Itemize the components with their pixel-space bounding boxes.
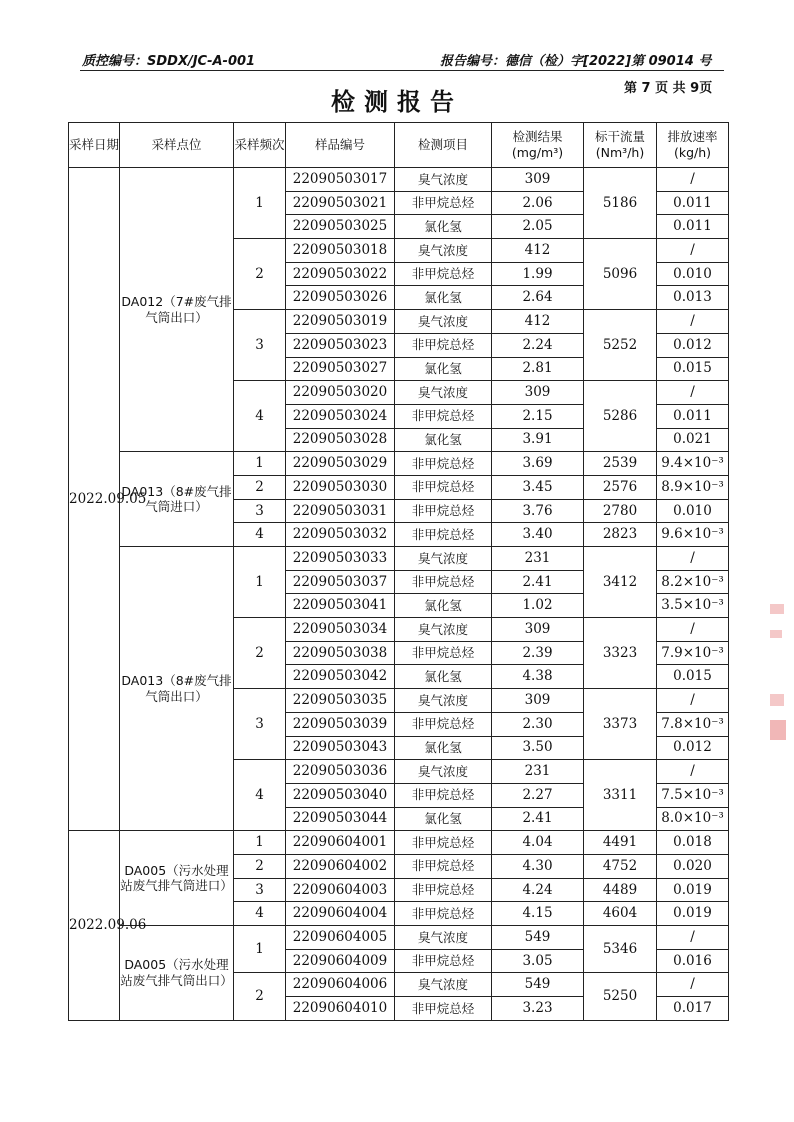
quality-control-number: 质控编号：SDDX/JC-A-001 xyxy=(82,54,256,69)
cell-flow: 4491 xyxy=(584,831,657,855)
cell-emission-rate: 3.5×10⁻³ xyxy=(657,594,729,618)
cell-test-item: 氯化氢 xyxy=(395,736,492,760)
cell-flow: 5252 xyxy=(584,310,657,381)
cell-result: 4.04 xyxy=(492,831,584,855)
cell-test-item: 非甲烷总烃 xyxy=(395,404,492,428)
cell-emission-rate: 0.016 xyxy=(657,949,729,973)
cell-test-item: 非甲烷总烃 xyxy=(395,997,492,1021)
cell-result: 309 xyxy=(492,618,584,642)
cell-emission-rate: 0.019 xyxy=(657,878,729,902)
cell-result: 1.02 xyxy=(492,594,584,618)
cell-flow: 5346 xyxy=(584,926,657,973)
cell-result: 309 xyxy=(492,168,584,192)
cell-test-item: 臭气浓度 xyxy=(395,760,492,784)
cell-flow: 5186 xyxy=(584,168,657,239)
cell-flow: 2780 xyxy=(584,499,657,523)
cell-test-item: 氯化氢 xyxy=(395,428,492,452)
cell-frequency: 2 xyxy=(234,973,286,1020)
cell-sample-id: 22090604003 xyxy=(286,878,395,902)
cell-sample-id: 22090604006 xyxy=(286,973,395,997)
cell-result: 3.45 xyxy=(492,475,584,499)
cell-emission-rate: 0.020 xyxy=(657,854,729,878)
cell-emission-rate: 7.9×10⁻³ xyxy=(657,641,729,665)
cell-test-item: 臭气浓度 xyxy=(395,381,492,405)
cell-flow: 5096 xyxy=(584,239,657,310)
cell-result: 3.40 xyxy=(492,523,584,547)
cell-test-item: 臭气浓度 xyxy=(395,310,492,334)
seal-fragment xyxy=(770,604,784,614)
cell-emission-rate: / xyxy=(657,168,729,192)
cell-emission-rate: 0.013 xyxy=(657,286,729,310)
cell-sample-id: 22090604009 xyxy=(286,949,395,973)
cell-test-item: 非甲烷总烃 xyxy=(395,570,492,594)
cell-frequency: 2 xyxy=(234,239,286,310)
cell-sample-id: 22090503041 xyxy=(286,594,395,618)
cell-test-item: 氯化氢 xyxy=(395,594,492,618)
cell-flow: 2823 xyxy=(584,523,657,547)
cell-flow: 4752 xyxy=(584,854,657,878)
cell-flow: 4604 xyxy=(584,902,657,926)
page-title: 检测报告 xyxy=(331,88,463,116)
cell-sample-id: 22090503035 xyxy=(286,689,395,713)
cell-result: 309 xyxy=(492,689,584,713)
cell-test-item: 氯化氢 xyxy=(395,286,492,310)
cell-result: 309 xyxy=(492,381,584,405)
cell-sample-id: 22090503021 xyxy=(286,191,395,215)
cell-sample-id: 22090503019 xyxy=(286,310,395,334)
cell-flow: 3412 xyxy=(584,547,657,618)
cell-test-item: 非甲烷总烃 xyxy=(395,831,492,855)
cell-result: 2.64 xyxy=(492,286,584,310)
cell-frequency: 1 xyxy=(234,547,286,618)
cell-frequency: 3 xyxy=(234,689,286,760)
cell-result: 2.15 xyxy=(492,404,584,428)
cell-sample-id: 22090604004 xyxy=(286,902,395,926)
cell-sample-id: 22090503022 xyxy=(286,262,395,286)
cell-result: 1.99 xyxy=(492,262,584,286)
cell-frequency: 1 xyxy=(234,452,286,476)
cell-test-item: 非甲烷总烃 xyxy=(395,499,492,523)
cell-result: 549 xyxy=(492,973,584,997)
cell-result: 4.38 xyxy=(492,665,584,689)
cell-test-item: 非甲烷总烃 xyxy=(395,333,492,357)
cell-emission-rate: 9.6×10⁻³ xyxy=(657,523,729,547)
seal-fragment xyxy=(770,630,782,638)
cell-sampling-point: DA005（污水处理站废气排气筒进口） xyxy=(120,831,234,926)
col-header-sample-id: 样品编号 xyxy=(286,123,395,168)
cell-result: 2.24 xyxy=(492,333,584,357)
cell-result: 2.41 xyxy=(492,807,584,831)
cell-emission-rate: 0.010 xyxy=(657,499,729,523)
cell-test-item: 非甲烷总烃 xyxy=(395,641,492,665)
table-row xyxy=(69,831,729,855)
cell-result: 2.27 xyxy=(492,783,584,807)
col-header-frequency: 采样频次 xyxy=(234,123,286,168)
cell-test-item: 臭气浓度 xyxy=(395,239,492,263)
table-row xyxy=(69,168,729,192)
cell-test-item: 非甲烷总烃 xyxy=(395,712,492,736)
cell-test-item: 非甲烷总烃 xyxy=(395,783,492,807)
seal-fragment xyxy=(770,694,784,706)
cell-sample-id: 22090503043 xyxy=(286,736,395,760)
table-row xyxy=(69,547,729,571)
col-header-result: 检测结果(mg/m³) xyxy=(492,123,584,168)
cell-sampling-point: DA005（污水处理站废气排气筒出口） xyxy=(120,926,234,1021)
cell-flow: 3323 xyxy=(584,618,657,689)
cell-test-item: 非甲烷总烃 xyxy=(395,452,492,476)
cell-emission-rate: 7.8×10⁻³ xyxy=(657,712,729,736)
cell-test-item: 非甲烷总烃 xyxy=(395,475,492,499)
cell-emission-rate: 0.011 xyxy=(657,215,729,239)
cell-result: 4.15 xyxy=(492,902,584,926)
cell-sample-id: 22090503033 xyxy=(286,547,395,571)
cell-sample-id: 22090604005 xyxy=(286,926,395,950)
cell-sample-id: 22090604001 xyxy=(286,831,395,855)
cell-result: 4.30 xyxy=(492,854,584,878)
cell-frequency: 4 xyxy=(234,760,286,831)
cell-emission-rate: 0.011 xyxy=(657,191,729,215)
cell-sample-id: 22090503026 xyxy=(286,286,395,310)
cell-sample-id: 22090503034 xyxy=(286,618,395,642)
cell-test-item: 氯化氢 xyxy=(395,215,492,239)
cell-result: 2.30 xyxy=(492,712,584,736)
col-header-point: 采样点位 xyxy=(120,123,234,168)
col-header-date: 采样日期 xyxy=(69,123,120,168)
cell-sample-id: 22090604010 xyxy=(286,997,395,1021)
cell-flow: 3311 xyxy=(584,760,657,831)
cell-test-item: 臭气浓度 xyxy=(395,973,492,997)
cell-result: 3.50 xyxy=(492,736,584,760)
table-header-row xyxy=(69,123,729,168)
cell-frequency: 3 xyxy=(234,499,286,523)
page-number: 第 7 页 共 9页 xyxy=(624,81,713,96)
header-rule xyxy=(80,70,724,71)
cell-emission-rate: / xyxy=(657,618,729,642)
cell-test-item: 非甲烷总烃 xyxy=(395,878,492,902)
cell-sample-id: 22090503024 xyxy=(286,404,395,428)
cell-sample-id: 22090503020 xyxy=(286,381,395,405)
cell-test-item: 氯化氢 xyxy=(395,807,492,831)
cell-result: 2.41 xyxy=(492,570,584,594)
cell-frequency: 2 xyxy=(234,854,286,878)
cell-sampling-point: DA012（7#废气排气筒出口） xyxy=(120,168,234,452)
cell-emission-rate: / xyxy=(657,926,729,950)
cell-sampling-date: 2022.09.06 xyxy=(69,831,120,1021)
cell-frequency: 4 xyxy=(234,902,286,926)
cell-sample-id: 22090503037 xyxy=(286,570,395,594)
cell-sample-id: 22090503044 xyxy=(286,807,395,831)
seal-fragment xyxy=(770,720,786,740)
cell-result: 2.81 xyxy=(492,357,584,381)
cell-flow: 2539 xyxy=(584,452,657,476)
cell-frequency: 2 xyxy=(234,475,286,499)
cell-sample-id: 22090503039 xyxy=(286,712,395,736)
cell-result: 3.05 xyxy=(492,949,584,973)
cell-result: 4.24 xyxy=(492,878,584,902)
cell-sample-id: 22090503036 xyxy=(286,760,395,784)
cell-flow: 2576 xyxy=(584,475,657,499)
cell-sample-id: 22090503040 xyxy=(286,783,395,807)
cell-sample-id: 22090503030 xyxy=(286,475,395,499)
cell-test-item: 非甲烷总烃 xyxy=(395,191,492,215)
cell-test-item: 臭气浓度 xyxy=(395,618,492,642)
cell-result: 412 xyxy=(492,310,584,334)
cell-emission-rate: 0.015 xyxy=(657,357,729,381)
cell-result: 549 xyxy=(492,926,584,950)
cell-flow: 5286 xyxy=(584,381,657,452)
cell-test-item: 非甲烷总烃 xyxy=(395,523,492,547)
cell-sample-id: 22090503042 xyxy=(286,665,395,689)
cell-frequency: 1 xyxy=(234,168,286,239)
cell-result: 3.91 xyxy=(492,428,584,452)
cell-sampling-point: DA013（8#废气排气筒出口） xyxy=(120,547,234,831)
cell-sample-id: 22090503017 xyxy=(286,168,395,192)
cell-test-item: 非甲烷总烃 xyxy=(395,949,492,973)
cell-emission-rate: / xyxy=(657,381,729,405)
cell-emission-rate: / xyxy=(657,239,729,263)
cell-emission-rate: 0.010 xyxy=(657,262,729,286)
col-header-item: 检测项目 xyxy=(395,123,492,168)
cell-emission-rate: 9.4×10⁻³ xyxy=(657,452,729,476)
table-row xyxy=(69,452,729,476)
results-table xyxy=(68,122,729,1021)
cell-sample-id: 22090503029 xyxy=(286,452,395,476)
cell-result: 412 xyxy=(492,239,584,263)
table-row xyxy=(69,926,729,950)
cell-emission-rate: / xyxy=(657,973,729,997)
cell-sampling-point: DA013（8#废气排气筒进口） xyxy=(120,452,234,547)
cell-frequency: 3 xyxy=(234,310,286,381)
cell-frequency: 3 xyxy=(234,878,286,902)
cell-test-item: 臭气浓度 xyxy=(395,547,492,571)
cell-frequency: 2 xyxy=(234,618,286,689)
cell-flow: 5250 xyxy=(584,973,657,1020)
cell-result: 231 xyxy=(492,547,584,571)
cell-sample-id: 22090604002 xyxy=(286,854,395,878)
cell-result: 3.76 xyxy=(492,499,584,523)
cell-flow: 3373 xyxy=(584,689,657,760)
cell-test-item: 非甲烷总烃 xyxy=(395,902,492,926)
cell-emission-rate: 0.018 xyxy=(657,831,729,855)
col-header-flow: 标干流量(Nm³/h) xyxy=(584,123,657,168)
cell-emission-rate: 0.019 xyxy=(657,902,729,926)
cell-frequency: 1 xyxy=(234,831,286,855)
cell-emission-rate: 0.015 xyxy=(657,665,729,689)
cell-frequency: 4 xyxy=(234,523,286,547)
cell-emission-rate: 0.021 xyxy=(657,428,729,452)
cell-frequency: 1 xyxy=(234,926,286,973)
cell-emission-rate: 8.0×10⁻³ xyxy=(657,807,729,831)
cell-flow: 4489 xyxy=(584,878,657,902)
cell-emission-rate: / xyxy=(657,547,729,571)
report-number: 报告编号：德信（检）字[2022]第 09014 号 xyxy=(440,54,712,69)
cell-sample-id: 22090503018 xyxy=(286,239,395,263)
cell-sample-id: 22090503031 xyxy=(286,499,395,523)
cell-result: 3.69 xyxy=(492,452,584,476)
cell-result: 231 xyxy=(492,760,584,784)
cell-emission-rate: 0.012 xyxy=(657,333,729,357)
cell-emission-rate: 8.2×10⁻³ xyxy=(657,570,729,594)
cell-emission-rate: 0.017 xyxy=(657,997,729,1021)
cell-sample-id: 22090503025 xyxy=(286,215,395,239)
cell-test-item: 臭气浓度 xyxy=(395,168,492,192)
cell-emission-rate: / xyxy=(657,689,729,713)
cell-sample-id: 22090503023 xyxy=(286,333,395,357)
cell-emission-rate: 0.011 xyxy=(657,404,729,428)
cell-sample-id: 22090503038 xyxy=(286,641,395,665)
table-body xyxy=(69,168,729,1021)
cell-test-item: 臭气浓度 xyxy=(395,689,492,713)
cell-sampling-date: 2022.09.05 xyxy=(69,168,120,831)
cell-test-item: 非甲烷总烃 xyxy=(395,262,492,286)
cell-emission-rate: 8.9×10⁻³ xyxy=(657,475,729,499)
cell-emission-rate: / xyxy=(657,760,729,784)
cell-test-item: 氯化氢 xyxy=(395,357,492,381)
cell-result: 3.23 xyxy=(492,997,584,1021)
cell-emission-rate: / xyxy=(657,310,729,334)
cell-frequency: 4 xyxy=(234,381,286,452)
cell-sample-id: 22090503027 xyxy=(286,357,395,381)
cell-result: 2.06 xyxy=(492,191,584,215)
cell-test-item: 氯化氢 xyxy=(395,665,492,689)
cell-emission-rate: 0.012 xyxy=(657,736,729,760)
cell-test-item: 非甲烷总烃 xyxy=(395,854,492,878)
cell-test-item: 臭气浓度 xyxy=(395,926,492,950)
cell-emission-rate: 7.5×10⁻³ xyxy=(657,783,729,807)
cell-sample-id: 22090503028 xyxy=(286,428,395,452)
cell-sample-id: 22090503032 xyxy=(286,523,395,547)
cell-result: 2.39 xyxy=(492,641,584,665)
cell-result: 2.05 xyxy=(492,215,584,239)
col-header-rate: 排放速率(kg/h) xyxy=(657,123,729,168)
